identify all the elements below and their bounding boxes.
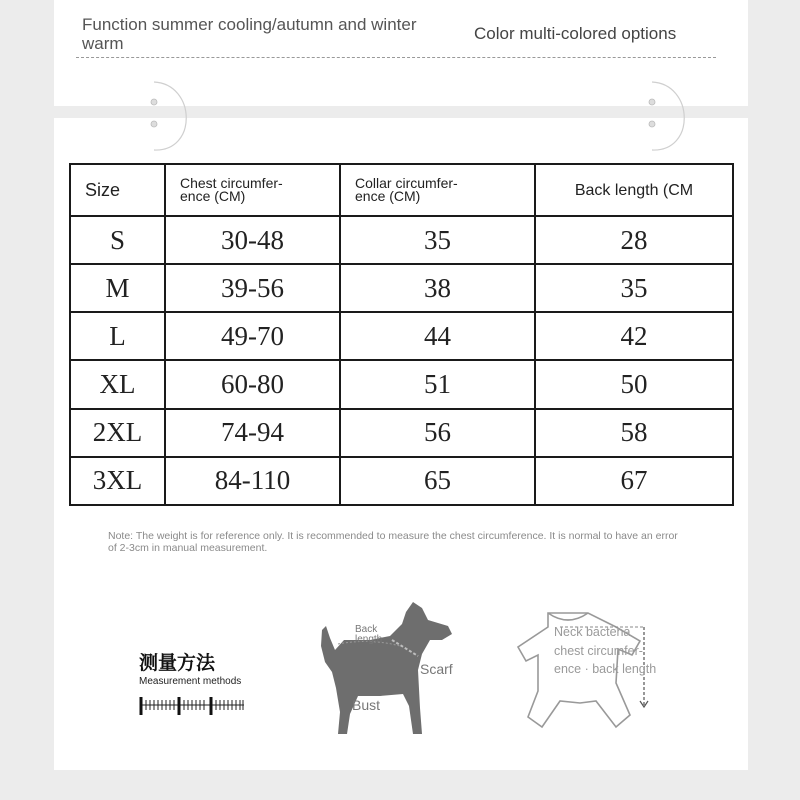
method-title: 测量方法: [139, 652, 216, 674]
cell-chest: 74-94: [165, 409, 340, 457]
method-subtitle: Measurement methods: [139, 676, 242, 687]
table-row: [70, 457, 733, 505]
table-row: [70, 216, 733, 264]
size-table: [69, 163, 734, 506]
cell-collar: 35: [340, 216, 535, 264]
cell-size: XL: [70, 360, 165, 408]
dog-label-bust: Bust: [352, 697, 381, 713]
cell-size: M: [70, 264, 165, 312]
ruler-icon: [139, 693, 247, 717]
cell-back: 58: [535, 409, 733, 457]
hanging-ring-right-icon: [644, 78, 692, 156]
shirt-label-back-length: ence · back length: [554, 662, 657, 676]
table-header-row: [70, 164, 733, 216]
hanging-ring-left-icon: [146, 78, 194, 156]
cell-back: 42: [535, 312, 733, 360]
function-text: Function summer cooling/autumn and winter warm: [82, 15, 417, 53]
cell-size: 2XL: [70, 409, 165, 457]
dog-label-back-line2: length: [355, 634, 383, 645]
cell-chest: 60-80: [165, 360, 340, 408]
cell-collar: 56: [340, 409, 535, 457]
header-chest-line2: ence (CM): [180, 188, 246, 204]
cell-collar: 38: [340, 264, 535, 312]
dog-label-scarf: Scarf: [420, 661, 453, 677]
cell-collar: 44: [340, 312, 535, 360]
cell-collar: 65: [340, 457, 535, 505]
header-chest: [165, 164, 340, 216]
header-collar: [340, 164, 535, 216]
cell-size: S: [70, 216, 165, 264]
cell-size: 3XL: [70, 457, 165, 505]
header-back-length: Back length (CM: [535, 164, 733, 216]
cell-back: 35: [535, 264, 733, 312]
cell-chest: 84-110: [165, 457, 340, 505]
dog-label-back-length: [355, 625, 382, 645]
table-row: [70, 409, 733, 457]
dog-label-back-line1: Back: [355, 624, 378, 635]
dashed-divider: [76, 57, 716, 58]
cell-back: 67: [535, 457, 733, 505]
table-row: [70, 264, 733, 312]
header-collar-line1: Collar circumfer-: [355, 175, 458, 191]
header-size: Size: [70, 164, 165, 216]
cell-collar: 51: [340, 360, 535, 408]
cell-back: 28: [535, 216, 733, 264]
header-collar-line2: ence (CM): [355, 188, 421, 204]
cell-back: 50: [535, 360, 733, 408]
measurement-note: Note: The weight is for reference only. It is recommended to measure the chest circumference. It is normal to have an error of 2-3cm in manual measurement.: [108, 530, 678, 554]
cell-size: L: [70, 312, 165, 360]
shirt-label-neck: Neck bactena: [554, 625, 631, 639]
cell-chest: 49-70: [165, 312, 340, 360]
cell-chest: 39-56: [165, 264, 340, 312]
header-chest-line1: Chest circumfer-: [180, 175, 283, 191]
table-row: [70, 312, 733, 360]
table-row: [70, 360, 733, 408]
color-text: Color multi-colored options: [474, 24, 677, 43]
shirt-label-chest: chest circumfer-: [554, 644, 643, 658]
cell-chest: 30-48: [165, 216, 340, 264]
